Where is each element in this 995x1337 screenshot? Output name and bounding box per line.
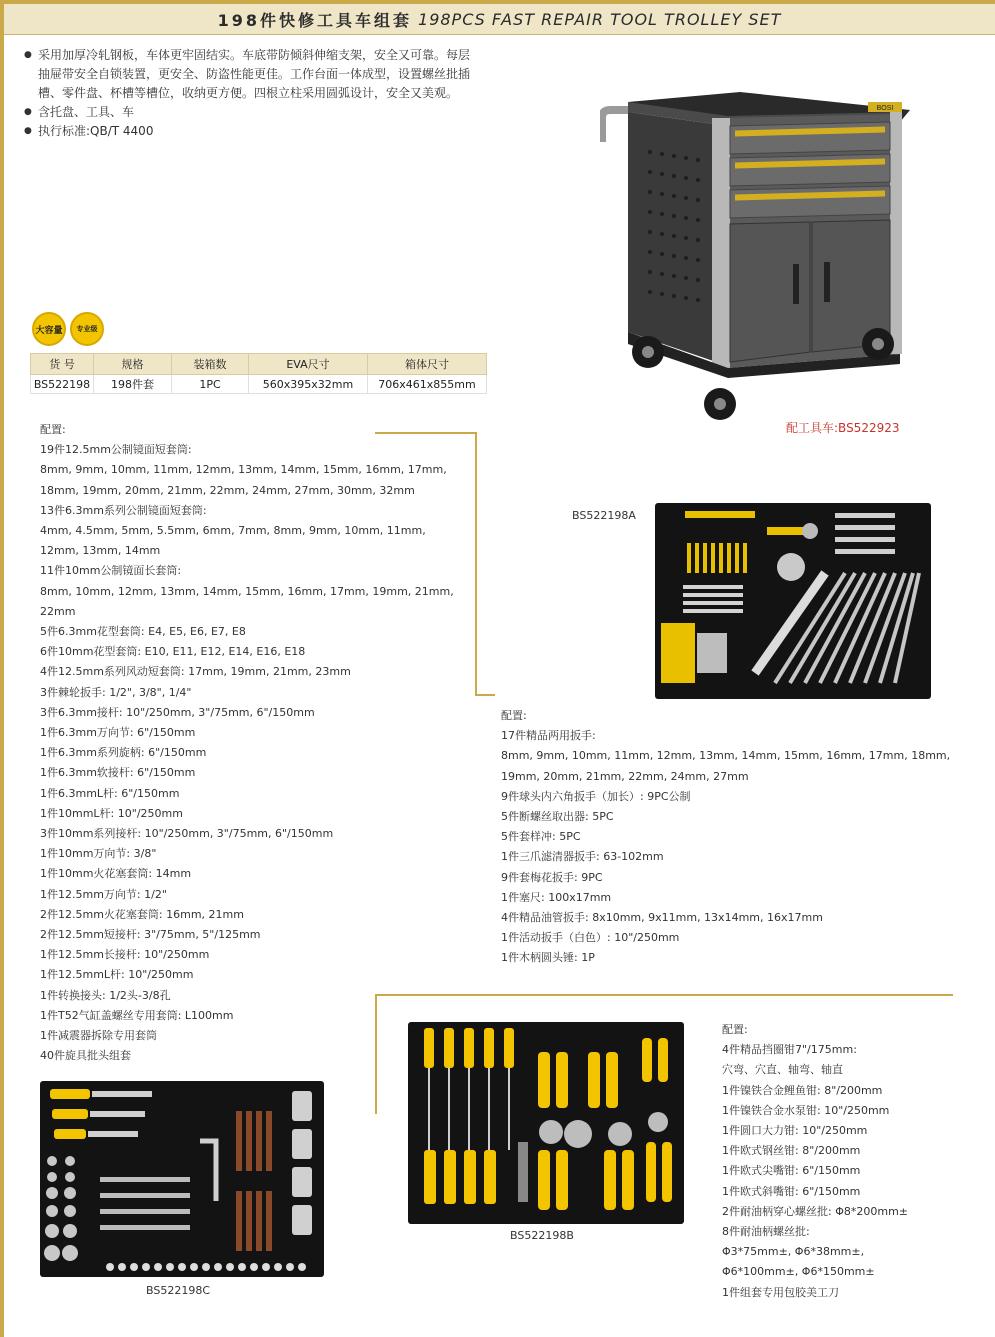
list-item: 1件三爪滤清器扳手: 63-102mm <box>501 850 664 864</box>
list-item: 1件T52气缸盖螺丝专用套筒: L100mm <box>40 1008 234 1022</box>
left-border <box>0 0 4 1337</box>
list-item: 19件12.5mm公制镜面短套筒: <box>40 443 192 457</box>
list-item: 13件6.3mm系列公制镜面短套筒: <box>40 503 207 517</box>
list-item: 18mm, 19mm, 20mm, 21mm, 22mm, 24mm, 27mm, 30mm, 32mm <box>40 483 415 497</box>
list-item: 19mm, 20mm, 21mm, 22mm, 24mm, 27mm <box>501 769 749 783</box>
list-item: 1件12.5mm长接杆: 10"/250mm <box>40 948 210 962</box>
list-item: 40件旋具批头组套 <box>40 1049 131 1063</box>
feature-item: ● 采用加厚冷轧钢板，车体更牢固结实。车底带防倾斜伸缩支架，安全又可靠。每层 抽屉带安全自锁装置，更安全、防盗性能更佳。工作台面一体成型，设置螺丝批插 槽、零件盘、杯槽等槽位，收纳更方便。四根立柱采用圆弧设计，安全又美观。 <box>24 46 574 103</box>
spec-header-cell: 货 号 <box>31 354 94 375</box>
list-item: 3件6.3mm接杆: 10"/250mm, 3"/75mm, 6"/150mm <box>40 705 315 719</box>
list-item: 1件10mm万向节: 3/8" <box>40 847 157 861</box>
feature-list <box>24 46 574 141</box>
badge-row <box>32 312 104 346</box>
list-item: 5件套样冲: 5PC <box>501 830 581 844</box>
trolley-caption: 配工具车:BS522923 <box>786 421 900 435</box>
list-item: 8mm, 10mm, 12mm, 13mm, 14mm, 15mm, 16mm, 17mm, 19mm, 21mm, <box>40 584 454 598</box>
config-heading: 配置: <box>722 1023 748 1036</box>
list-item: 8mm, 9mm, 10mm, 11mm, 12mm, 13mm, 14mm, 15mm, 16mm, 17mm, 18mm, <box>501 749 951 763</box>
spec-cell: 198件套 <box>94 375 172 394</box>
list-item: 1件减震器拆除专用套筒 <box>40 1029 157 1043</box>
list-item: 4件精品挡圈钳7"/175mm: <box>722 1043 857 1057</box>
list-item: 1件10mmL杆: 10"/250mm <box>40 806 183 820</box>
list-item: 1件6.3mm软接杆: 6"/150mm <box>40 766 196 780</box>
feature-item: ● 执行标准:QB/T 4400 <box>24 122 574 141</box>
list-item: 11件10mm公制镜面长套筒: <box>40 564 182 578</box>
tray-c-image <box>40 1081 324 1277</box>
spec-header-cell: 装箱数 <box>172 354 249 375</box>
list-item: 17件精品两用扳手: <box>501 729 596 743</box>
list-item: 1件木柄圆头锤: 1P <box>501 951 595 965</box>
list-item: 1件12.5mmL杆: 10"/250mm <box>40 968 194 982</box>
divider-line <box>375 994 953 996</box>
list-item: 1件欧式钢丝钳: 8"/200mm <box>722 1144 861 1158</box>
list-item: 1件欧式尖嘴钳: 6"/150mm <box>722 1164 861 1178</box>
tray-c-caption: BS522198C <box>146 1284 211 1297</box>
divider-line <box>475 432 477 694</box>
professional-badge: 专业级 <box>70 312 104 346</box>
list-item: 6件10mm花型套筒: E10, E11, E12, E14, E16, E18 <box>40 645 306 659</box>
config-a-list <box>501 706 950 969</box>
spec-cell: 560x395x32mm <box>249 375 368 394</box>
list-item: 4mm, 4.5mm, 5mm, 5.5mm, 6mm, 7mm, 8mm, 9mm, 10mm, 11mm, <box>40 524 426 538</box>
list-item: 4件12.5mm系列风动短套筒: 17mm, 19mm, 21mm, 23mm <box>40 665 351 679</box>
tray-b-caption: BS522198B <box>510 1229 574 1242</box>
tray-b-image <box>408 1022 684 1224</box>
list-item: 1件组套专用包胶美工刀 <box>722 1285 839 1299</box>
spec-cell: BS522198 <box>31 375 94 394</box>
list-item: 12mm, 13mm, 14mm <box>40 544 161 558</box>
tray-a-caption: BS522198A <box>572 509 636 522</box>
list-item: 2件12.5mm火花塞套筒: 16mm, 21mm <box>40 907 244 921</box>
large-capacity-badge: 大容量 <box>32 312 66 346</box>
spec-header-cell: 箱体尺寸 <box>368 354 487 375</box>
list-item: 1件6.3mmL杆: 6"/150mm <box>40 786 180 800</box>
spec-cell: 1PC <box>172 375 249 394</box>
list-item: Φ3*75mm±, Φ6*38mm±, <box>722 1245 865 1259</box>
list-item: 2件12.5mm短接杆: 3"/75mm, 5"/125mm <box>40 928 261 942</box>
spec-cell: 706x461x855mm <box>368 375 487 394</box>
list-item: 22mm <box>40 604 76 618</box>
divider-line <box>475 694 495 696</box>
list-item: 5件6.3mm花型套筒: E4, E5, E6, E7, E8 <box>40 625 246 639</box>
config-b-list <box>722 1020 908 1303</box>
spec-header-cell: EVA尺寸 <box>249 354 368 375</box>
feature-item: ● 含托盘、工具、车 <box>24 103 574 122</box>
list-item: 1件6.3mm系列旋柄: 6"/150mm <box>40 746 207 760</box>
spec-header-cell: 规格 <box>94 354 172 375</box>
list-item: 1件镍铁合金鲤鱼钳: 8"/200mm <box>722 1083 883 1097</box>
list-item: 1件塞尺: 100x17mm <box>501 890 612 904</box>
list-item: 2件耐油柄穿心螺丝批: Φ8*200mm± <box>722 1204 909 1218</box>
list-item: 1件6.3mm万向节: 6"/150mm <box>40 726 196 740</box>
page-title-cn: 198件快修工具车组套 <box>217 10 413 30</box>
list-item: 1件欧式斜嘴钳: 6"/150mm <box>722 1184 861 1198</box>
spec-table <box>30 353 487 394</box>
config-heading: 配置: <box>501 709 527 722</box>
list-item: 3件棘轮扳手: 1/2", 3/8", 1/4" <box>40 685 192 699</box>
list-item: 5件断螺丝取出器: 5PC <box>501 810 614 824</box>
page-title-en: 198PCS FAST REPAIR TOOL TROLLEY SET <box>418 9 782 29</box>
list-item: 1件活动扳手（白色）: 10"/250mm <box>501 931 680 945</box>
brand-label: BOSI <box>876 105 894 112</box>
title-bar <box>4 4 995 35</box>
list-item: 1件镍铁合金水泵钳: 10"/250mm <box>722 1103 890 1117</box>
spec-table-header <box>31 354 487 375</box>
list-item: 穴弯、穴直、轴弯、轴直 <box>722 1063 843 1077</box>
list-item: 1件12.5mm万向节: 1/2" <box>40 887 167 901</box>
config-heading: 配置: <box>40 423 66 436</box>
list-item: 1件10mm火花塞套筒: 14mm <box>40 867 192 881</box>
list-item: 1件圆口大力钳: 10"/250mm <box>722 1124 868 1138</box>
spec-table-row <box>31 375 487 394</box>
list-item: 8件耐油柄螺丝批: <box>722 1225 810 1239</box>
list-item: 9件球头内六角扳手（加长）: 9PC公制 <box>501 789 691 803</box>
list-item: 4件精品油管扳手: 8x10mm, 9x11mm, 13x14mm, 16x17mm <box>501 911 823 925</box>
tool-trolley-image <box>600 82 920 422</box>
list-item: Φ6*100mm±, Φ6*150mm± <box>722 1265 875 1279</box>
list-item: 1件转换接头: 1/2头-3/8孔 <box>40 988 171 1002</box>
list-item: 8mm, 9mm, 10mm, 11mm, 12mm, 13mm, 14mm, 15mm, 16mm, 17mm, <box>40 463 447 477</box>
tray-a-image <box>655 503 931 699</box>
list-item: 9件套梅花扳手: 9PC <box>501 870 603 884</box>
list-item: 3件10mm系列接杆: 10"/250mm, 3"/75mm, 6"/150mm <box>40 827 334 841</box>
config-c-list <box>40 420 454 1067</box>
